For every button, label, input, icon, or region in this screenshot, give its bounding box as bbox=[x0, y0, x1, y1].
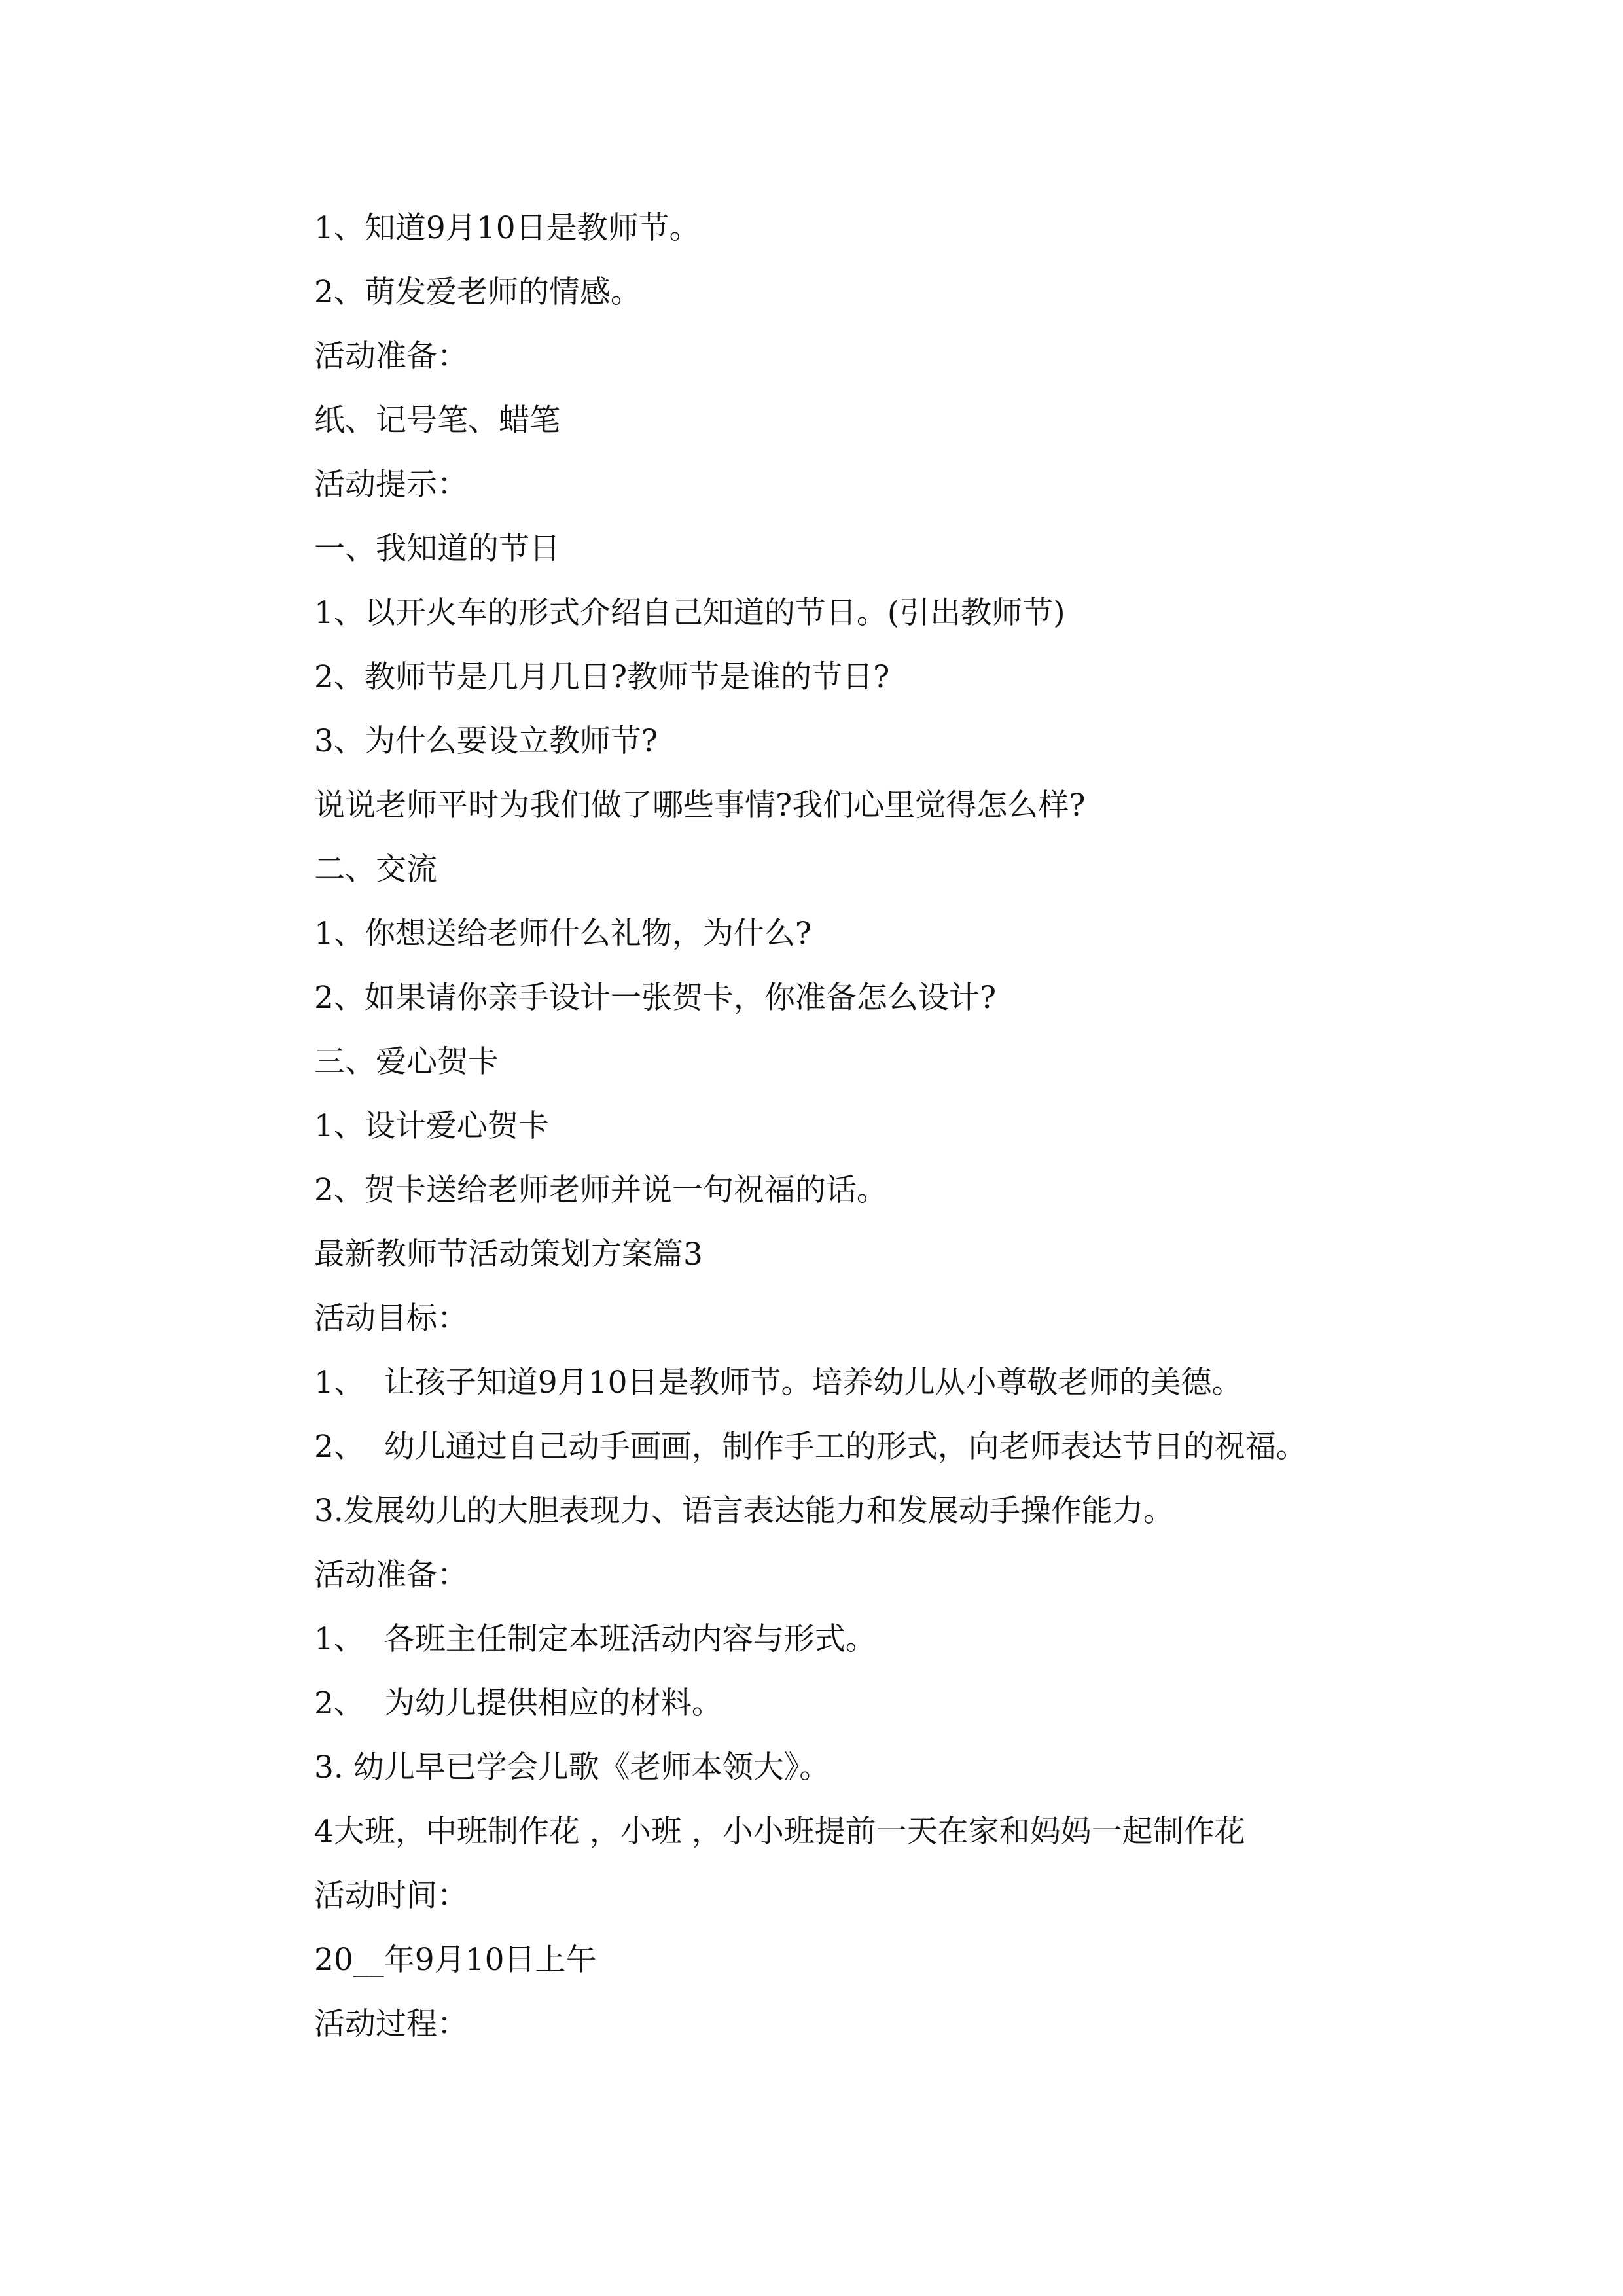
paragraph: 纸、记号笔、蜡笔 bbox=[314, 403, 560, 439]
list-item: 2、 为幼儿提供相应的材料。 bbox=[314, 1685, 722, 1721]
section-heading: 一、我知道的节日 bbox=[314, 531, 560, 567]
list-item: 2、教师节是几月几日?教师节是谁的节日? bbox=[314, 659, 890, 695]
article-title: 最新教师节活动策划方案篇3 bbox=[314, 1236, 703, 1272]
section-heading: 活动时间： bbox=[314, 1878, 468, 1914]
section-heading: 活动过程： bbox=[314, 2006, 468, 2042]
section-heading: 三、爱心贺卡 bbox=[314, 1044, 499, 1080]
section-heading: 活动提示： bbox=[314, 467, 468, 503]
document-body bbox=[314, 196, 1427, 2056]
section-heading: 二、交流 bbox=[314, 852, 437, 888]
list-item: 1、知道9月10日是教师节。 bbox=[314, 210, 700, 246]
section-heading: 活动目标： bbox=[314, 1300, 468, 1336]
list-item: 1、 各班主任制定本班活动内容与形式。 bbox=[314, 1621, 876, 1657]
list-item: 2、萌发爱老师的情感。 bbox=[314, 274, 641, 310]
list-item: 4大班，中班制作花 ，小班 ，小小班提前一天在家和妈妈一起制作花 bbox=[314, 1814, 1245, 1850]
list-item: 3. 幼儿早已学会儿歌《老师本领大》。 bbox=[314, 1749, 830, 1785]
list-item: 1、以开火车的形式介绍自己知道的节日。(引出教师节) bbox=[314, 595, 1065, 631]
list-item: 1、你想送给老师什么礼物，为什么? bbox=[314, 916, 812, 952]
list-item: 3、为什么要设立教师节? bbox=[314, 723, 658, 759]
list-item: 3.发展幼儿的大胆表现力、语言表达能力和发展动手操作能力。 bbox=[314, 1493, 1174, 1529]
section-heading: 活动准备： bbox=[314, 1557, 468, 1593]
list-item: 1、 让孩子知道9月10日是教师节。培养幼儿从小尊敬老师的美德。 bbox=[314, 1365, 1243, 1401]
list-item: 2、贺卡送给老师老师并说一句祝福的话。 bbox=[314, 1172, 887, 1208]
paragraph: 说说老师平时为我们做了哪些事情?我们心里觉得怎么样? bbox=[314, 787, 1086, 823]
list-item: 2、如果请你亲手设计一张贺卡，你准备怎么设计? bbox=[314, 980, 997, 1016]
list-item: 2、 幼儿通过自己动手画画，制作手工的形式，向老师表达节日的祝福。 bbox=[314, 1429, 1307, 1465]
section-heading: 活动准备： bbox=[314, 338, 468, 374]
paragraph: 20__年9月10日上午 bbox=[314, 1942, 597, 1978]
list-item: 1、设计爱心贺卡 bbox=[314, 1108, 549, 1144]
